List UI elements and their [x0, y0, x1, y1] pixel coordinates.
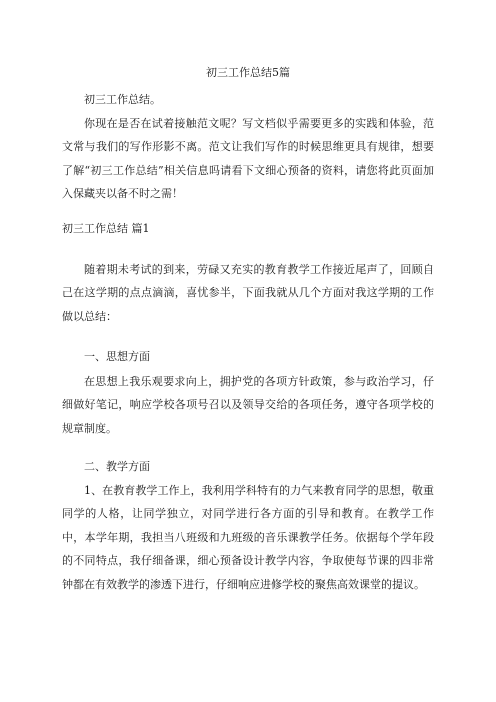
section-heading: 初三工作总结 篇1 — [62, 222, 150, 235]
body-paragraph-2: 在思想上我乐观要求向上，拥护党的各项方针政策，参与政治学习，仔细做好笔记，响应学校各项号召以及领导交给的各项任务，遵守各项学校的规章制度。 — [62, 375, 434, 435]
heading-thought: 一、思想方面 — [84, 350, 150, 363]
body-paragraph-3: 1、在教育教学工作上，我利用学科特有的力气来教育同学的思想，敬重同学的人格，让同学独立，对同学进行各方面的引导和教育。在教学工作中，本学年期，我担当八班级和九班级的音乐课教学任务。依据每个学年段的不同特点，我仔细备课，细心预备设计教学内容，争取使每节课的四非常钟都在有效教学的渗透下进行，仔细响应进修学校的聚焦高效课堂的提议。 — [62, 484, 434, 591]
body-paragraph-1: 随着期未考试的到来，劳碌又充实的教育教学工作接近尾声了，回顾自己在这学期的点点滴滴，喜忧参半，下面我就从几个方面对我这学期的工作做以总结： — [62, 263, 434, 323]
document-title: 初三工作总结5篇 — [206, 66, 290, 79]
intro-paragraph: 你现在是否在试着接触范文呢？写文档似乎需要更多的实践和体验，范文常与我们的写作形影不离。范文让我们写作的时候思维更具有规律，想要了解“初三工作总结”相关信息吗请看下文细心预备的资料，请您将此页面加入保藏夹以备不时之需！ — [62, 117, 434, 201]
heading-teaching: 二、教学方面 — [84, 460, 150, 473]
intro-line: 初三工作总结。 — [84, 93, 161, 106]
